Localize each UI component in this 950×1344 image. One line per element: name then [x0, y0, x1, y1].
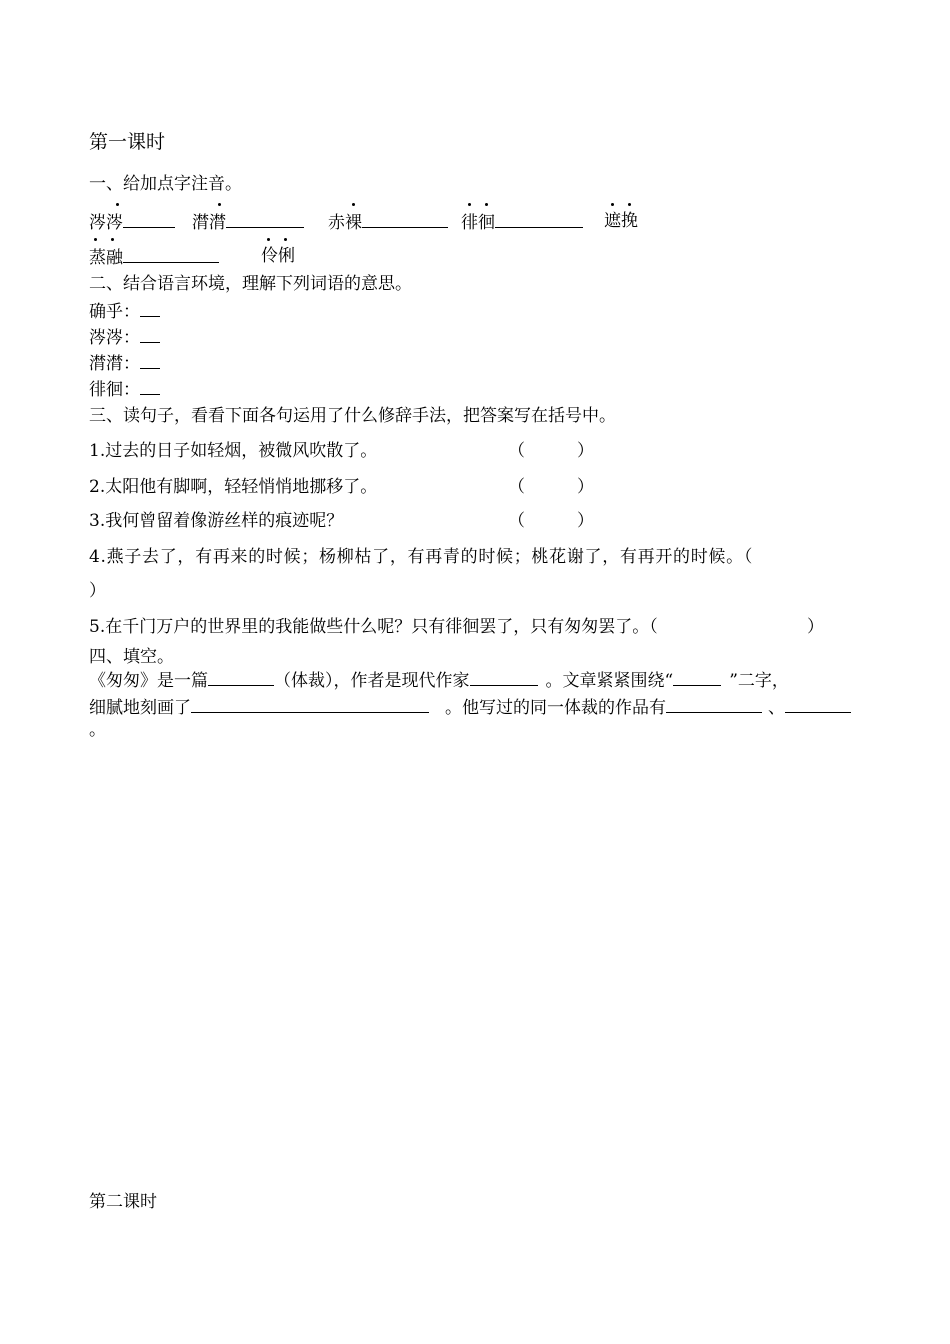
question-5: 5.在千门万户的世界里的我能做些什么呢？只有徘徊罢了，只有匆匆罢了。（	[89, 617, 658, 637]
answer-paren-close: ）	[577, 511, 594, 531]
answer-paren-close: ）	[577, 477, 594, 497]
answer-blank[interactable]	[470, 669, 538, 686]
emphasis-dot	[94, 238, 97, 241]
word-item	[192, 211, 304, 233]
answer-blank[interactable]	[666, 696, 762, 713]
answer-paren-open[interactable]: （	[508, 511, 525, 531]
emphasis-dot	[218, 203, 221, 206]
word-item	[89, 246, 219, 268]
word-item	[89, 211, 175, 233]
word-item	[328, 211, 448, 233]
emphasis-dot	[485, 203, 488, 206]
word-item	[461, 211, 583, 233]
question-3: 3.我何曾留着像游丝样的痕迹呢？	[89, 511, 344, 531]
word-1: 涔涔	[89, 213, 123, 233]
section4-heading: 四、填空。	[89, 647, 174, 667]
lesson-title-2: 第二课时	[89, 1192, 157, 1212]
question-4: 4.燕子去了，有再来的时候；杨柳枯了，有再青的时候；桃花谢了，有再开的时候。（	[89, 547, 754, 567]
emphasis-dot	[267, 238, 270, 241]
emphasis-dot	[611, 203, 614, 206]
definition-item: 确乎：	[89, 300, 160, 322]
answer-paren-open[interactable]: （	[508, 441, 525, 461]
answer-blank[interactable]	[362, 211, 448, 228]
definition-item: 涔涔：	[89, 326, 160, 348]
word-4: 徘徊	[461, 213, 495, 233]
answer-blank[interactable]	[140, 352, 160, 369]
answer-blank[interactable]	[123, 246, 219, 263]
question-2: 2.太阳他有脚啊，轻轻悄悄地挪移了。	[89, 477, 378, 497]
answer-blank[interactable]	[140, 378, 160, 395]
word-6: 蒸融	[89, 248, 123, 268]
answer-blank[interactable]	[140, 326, 160, 343]
emphasis-dot	[628, 203, 631, 206]
answer-blank[interactable]	[785, 696, 851, 713]
answer-blank[interactable]	[208, 669, 274, 686]
question-1: 1.过去的日子如轻烟，被微风吹散了。	[89, 441, 378, 461]
answer-blank[interactable]	[123, 211, 175, 228]
definition-item: 潸潸：	[89, 352, 160, 374]
word-3: 赤裸	[328, 213, 362, 233]
answer-blank[interactable]	[226, 211, 304, 228]
answer-paren-close: ）	[807, 617, 824, 637]
section3-heading: 三、读句子，看看下面各句运用了什么修辞手法，把答案写在括号中。	[89, 406, 616, 426]
fill-line-1: 《匆匆》是一篇 （体裁），作者是现代作家 。文章紧紧围绕“ ”二字，	[89, 671, 789, 691]
emphasis-dot	[352, 203, 355, 206]
lesson-title: 第一课时	[89, 131, 166, 153]
word-item	[604, 211, 638, 231]
section1-heading: 一、给加点字注音。	[89, 174, 242, 194]
word-5: 遮挽	[604, 211, 638, 231]
emphasis-dot	[468, 203, 471, 206]
section2-heading: 二、结合语言环境，理解下列词语的意思。	[89, 274, 412, 294]
answer-blank[interactable]	[191, 696, 429, 713]
answer-blank[interactable]	[495, 211, 583, 228]
answer-blank[interactable]	[673, 669, 721, 686]
answer-paren-open[interactable]: （	[508, 477, 525, 497]
emphasis-dot	[116, 203, 119, 206]
word-2: 潸潸	[192, 213, 226, 233]
emphasis-dot	[284, 238, 287, 241]
question-4-close: ）	[89, 581, 106, 601]
fill-end-period: 。	[89, 720, 106, 740]
word-item	[261, 246, 295, 266]
definition-item: 徘徊：	[89, 378, 160, 400]
answer-paren-close: ）	[577, 441, 594, 461]
fill-line-2: 细腻地刻画了 。他写过的同一体裁的作品有 、	[89, 696, 851, 718]
answer-blank[interactable]	[140, 300, 160, 317]
emphasis-dot	[111, 238, 114, 241]
word-7: 伶俐	[261, 246, 295, 266]
